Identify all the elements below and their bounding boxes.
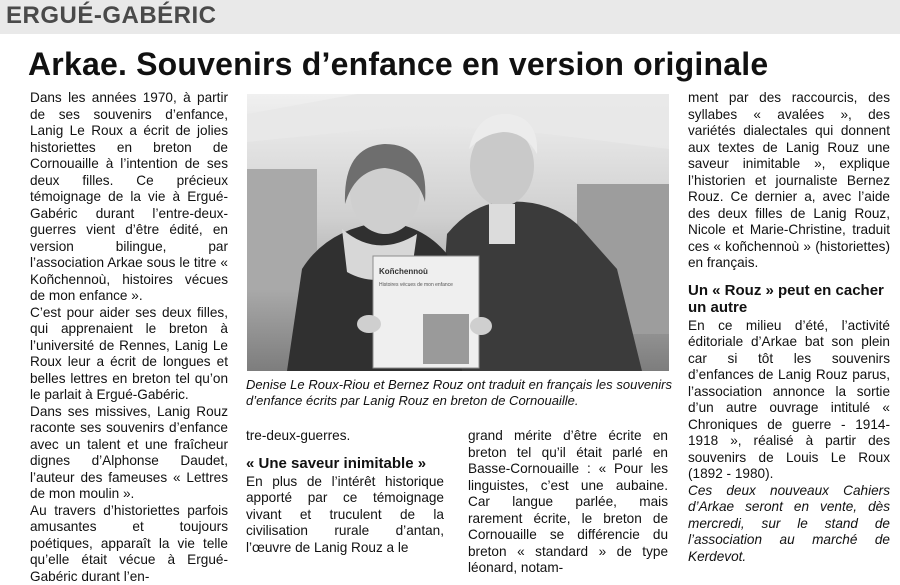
paragraph: Dans les années 1970, à partir de ses souvenirs d’enfance, Lanig Le Roux a écrit de jolies historiettes en breton de Cornouaille à l’intention de ses deux filles. Ce précieux témoignage de la vie à Ergué-Gabéric durant l’entre-deux-guerres vient d’être édité, en version bilingue, par l’association Arkae sous le titre « Koñchennoù, histoires vécues de mon enfance ». <box>30 90 228 305</box>
article-column-1 <box>30 90 228 585</box>
article-column-2 <box>246 428 444 556</box>
photo-caption: Denise Le Roux-Riou et Bernez Rouz ont traduit en français les souvenirs d’enfance écrits par Lanig Rouz en breton de Cornouaille. <box>246 377 672 409</box>
book-cover <box>373 256 479 368</box>
book-title: Koñchennoù <box>379 267 428 276</box>
paragraph: C’est pour aider ses deux filles, qui apprenaient le breton à l’université de Rennes, Lanig Le Roux leur a écrit de longues et belles lettres en breton tel qu’on le parlait à Ergué-Gabéric. <box>30 305 228 404</box>
article-column-4 <box>688 90 890 565</box>
section-header-bar <box>0 0 900 34</box>
paragraph: Dans ses missives, Lanig Rouz raconte ses souvenirs d’enfance avec un talent et une fraîcheur dignes d’Alphonse Daudet, l’auteur des fameuses « Lettres de mon moulin ». <box>30 404 228 503</box>
article-photo <box>247 94 669 371</box>
paragraph: ment par des raccourcis, des syllabes « avalées », des variétés dialectales qui donnent aux textes de Lanig Rouz une saveur inimitable », explique l’historien et journaliste Bernez Rouz. Ce dernier a, avec l’aide des deux filles de Lanig Rouz, Nicole et Marie-Christine, traduit ces « koñchennoù » (historiettes) en français. <box>688 90 890 272</box>
section-kicker: ERGUÉ-GABÉRIC <box>6 2 217 30</box>
article-signoff: Ces deux nouveaux Cahiers d’Arkae seront en vente, dès mercredi, sur le stand de l’association au marché de Kerdevot. <box>688 483 890 566</box>
paragraph: Au travers d’historiettes parfois amusantes et toujours poétiques, apparaît la vie telle qu’elle était vécue à Ergué-Gabéric durant l’en- <box>30 503 228 585</box>
book-subtitle: Histoires vécues de mon enfance <box>379 282 453 288</box>
subheading: « Une saveur inimitable » <box>246 455 444 472</box>
paragraph: grand mérite d’être écrite en breton tel qu’il était parlé en Basse-Cornouaille : « Pour les linguistes, c’est une aubaine. Car langue parlée, mais rarement écrite, le breton de Cornouaille se différencie du breton « standard » de type léonard, notam- <box>468 428 668 577</box>
article-column-3 <box>468 428 668 577</box>
paragraph: tre-deux-guerres. <box>246 428 444 445</box>
article-headline: Arkae. Souvenirs d’enfance en version originale <box>28 46 768 83</box>
photo-illustration <box>247 94 669 371</box>
subheading: Un « Rouz » peut en cacher un autre <box>688 282 890 316</box>
paragraph: En ce milieu d’été, l’activité éditoriale d’Arkae bat son plein car si tôt les souvenirs d’enfances de Lanig Rouz parus, l’association annonce la sortie d’un autre ouvrage intitulé « Chroniques de guerre - 1914-1918 », réalisé à partir des souvenirs de Louis Le Roux (1892 - 1980). <box>688 318 890 483</box>
paragraph: En plus de l’intérêt historique apporté par ce témoignage vivant et truculent de la civilisation rurale d’antan, l’œuvre de Lanig Rouz a le <box>246 474 444 557</box>
